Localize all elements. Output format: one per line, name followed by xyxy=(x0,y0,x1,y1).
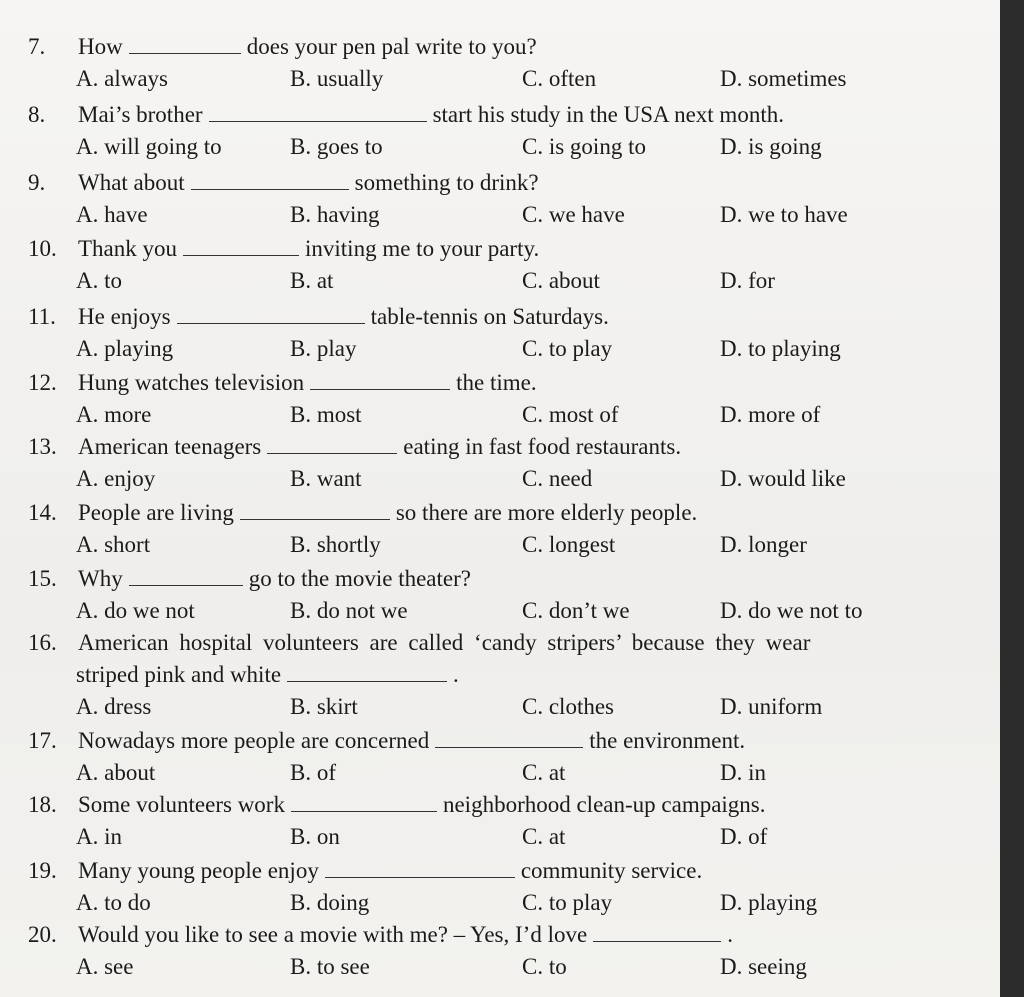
question-stem: 20. Would you like to see a movie with me? – Yes, I’d love . xyxy=(28,920,988,950)
question-number: 14. xyxy=(28,500,57,525)
question-15 xyxy=(0,564,990,628)
question-number: 11. xyxy=(28,304,56,329)
option-b[interactable]: B. usually xyxy=(290,66,384,91)
option-c[interactable]: C. to xyxy=(522,954,567,979)
answer-blank[interactable] xyxy=(129,35,241,54)
question-7 xyxy=(0,32,990,96)
option-b[interactable]: B. want xyxy=(290,466,362,491)
option-d[interactable]: D. we to have xyxy=(720,202,848,227)
answer-blank[interactable] xyxy=(129,567,243,586)
question-11 xyxy=(0,302,990,366)
option-d[interactable]: D. is going xyxy=(720,134,822,159)
question-19 xyxy=(0,856,990,920)
option-b[interactable]: B. most xyxy=(290,402,362,427)
question-number: 10. xyxy=(28,236,57,261)
question-number: 17. xyxy=(28,728,57,753)
option-a[interactable]: A. do we not xyxy=(76,598,195,623)
option-a[interactable]: A. see xyxy=(76,954,134,979)
question-stem: 9. What about something to drink? xyxy=(28,168,988,198)
answer-blank[interactable] xyxy=(291,793,437,812)
option-b[interactable]: B. goes to xyxy=(290,134,383,159)
question-number: 20. xyxy=(28,922,57,947)
option-c[interactable]: C. most of xyxy=(522,402,619,427)
question-number: 15. xyxy=(28,566,57,591)
option-d[interactable]: D. would like xyxy=(720,466,846,491)
question-stem: 12. Hung watches television the time. xyxy=(28,368,988,398)
answer-blank[interactable] xyxy=(177,305,365,324)
question-stem: 18. Some volunteers work neighborhood clean-up campaigns. xyxy=(28,790,988,820)
answer-blank[interactable] xyxy=(310,371,450,390)
answer-blank[interactable] xyxy=(191,171,349,190)
option-b[interactable]: B. play xyxy=(290,336,357,361)
option-d[interactable]: D. for xyxy=(720,268,775,293)
option-c[interactable]: C. about xyxy=(522,268,600,293)
option-d[interactable]: D. longer xyxy=(720,532,807,557)
question-9 xyxy=(0,168,990,232)
option-b[interactable]: B. skirt xyxy=(290,694,358,719)
option-c[interactable]: C. don’t we xyxy=(522,598,630,623)
option-a[interactable]: A. about xyxy=(76,760,156,785)
option-c[interactable]: C. at xyxy=(522,824,566,849)
option-c[interactable]: C. need xyxy=(522,466,593,491)
answer-blank[interactable] xyxy=(287,663,447,682)
option-b[interactable]: B. on xyxy=(290,824,340,849)
option-c[interactable]: C. clothes xyxy=(522,694,614,719)
option-a[interactable]: A. playing xyxy=(76,336,174,361)
question-number: 8. xyxy=(28,102,46,127)
option-c[interactable]: C. at xyxy=(522,760,566,785)
option-d[interactable]: D. in xyxy=(720,760,766,785)
question-stem: 17. Nowadays more people are concerned the environment. xyxy=(28,726,988,756)
question-stem: 19. Many young people enjoy community service. xyxy=(28,856,988,886)
option-a[interactable]: A. dress xyxy=(76,694,152,719)
question-number: 19. xyxy=(28,858,57,883)
option-c[interactable]: C. often xyxy=(522,66,597,91)
question-stem: 14. People are living so there are more elderly people. xyxy=(28,498,988,528)
option-d[interactable]: D. playing xyxy=(720,890,818,915)
question-14 xyxy=(0,498,990,562)
option-d[interactable]: D. of xyxy=(720,824,768,849)
question-number: 13. xyxy=(28,434,57,459)
question-number: 7. xyxy=(28,34,46,59)
option-b[interactable]: B. doing xyxy=(290,890,370,915)
question-stem: 13. American teenagers eating in fast food restaurants. xyxy=(28,432,988,462)
dark-right-border xyxy=(1000,0,1024,997)
question-18 xyxy=(0,790,990,854)
option-a[interactable]: A. in xyxy=(76,824,122,849)
question-stem: 7. How does your pen pal write to you? xyxy=(28,32,988,62)
question-number: 9. xyxy=(28,170,46,195)
option-c[interactable]: C. is going to xyxy=(522,134,646,159)
answer-blank[interactable] xyxy=(209,103,427,122)
option-c[interactable]: C. we have xyxy=(522,202,625,227)
option-b[interactable]: B. at xyxy=(290,268,334,293)
option-a[interactable]: A. will going to xyxy=(76,134,222,159)
question-stem: 15. Why go to the movie theater? xyxy=(28,564,988,594)
option-a[interactable]: A. to do xyxy=(76,890,151,915)
question-17 xyxy=(0,726,990,790)
option-d[interactable]: D. seeing xyxy=(720,954,807,979)
option-a[interactable]: A. to xyxy=(76,268,122,293)
option-c[interactable]: C. longest xyxy=(522,532,616,557)
option-d[interactable]: D. uniform xyxy=(720,694,823,719)
answer-blank[interactable] xyxy=(183,237,299,256)
question-number: 12. xyxy=(28,370,57,395)
answer-blank[interactable] xyxy=(435,729,583,748)
question-13 xyxy=(0,432,990,496)
question-20 xyxy=(0,920,990,984)
answer-blank[interactable] xyxy=(240,501,390,520)
option-c[interactable]: C. to play xyxy=(522,336,613,361)
option-b[interactable]: B. having xyxy=(290,202,380,227)
option-b[interactable]: B. do not we xyxy=(290,598,408,623)
question-8 xyxy=(0,100,990,164)
option-a[interactable]: A. enjoy xyxy=(76,466,156,491)
answer-blank[interactable] xyxy=(593,923,721,942)
option-a[interactable]: A. short xyxy=(76,532,151,557)
question-stem-continued: striped pink and white . xyxy=(76,662,459,687)
option-b[interactable]: B. shortly xyxy=(290,532,381,557)
question-number: 16. xyxy=(28,630,57,655)
answer-blank[interactable] xyxy=(325,859,515,878)
question-stem: 8. Mai’s brother start his study in the USA next month. xyxy=(28,100,988,130)
option-d[interactable]: D. do we not to xyxy=(720,598,863,623)
option-d[interactable]: D. more of xyxy=(720,402,821,427)
question-stem: 16. American hospital volunteers are called ‘candy stripers’ because they wear xyxy=(28,628,988,658)
question-10 xyxy=(0,234,990,298)
option-d[interactable]: D. sometimes xyxy=(720,66,847,91)
question-stem: 11. He enjoys table-tennis on Saturdays. xyxy=(28,302,988,332)
option-a[interactable]: A. have xyxy=(76,202,148,227)
option-c[interactable]: C. to play xyxy=(522,890,613,915)
question-stem: 10. Thank you inviting me to your party. xyxy=(28,234,988,264)
question-12 xyxy=(0,368,990,432)
answer-blank[interactable] xyxy=(267,435,397,454)
question-number: 18. xyxy=(28,792,57,817)
question-16 xyxy=(0,628,990,724)
option-a[interactable]: A. always xyxy=(76,66,168,91)
option-b[interactable]: B. of xyxy=(290,760,336,785)
option-a[interactable]: A. more xyxy=(76,402,152,427)
option-d[interactable]: D. to playing xyxy=(720,336,841,361)
option-b[interactable]: B. to see xyxy=(290,954,370,979)
